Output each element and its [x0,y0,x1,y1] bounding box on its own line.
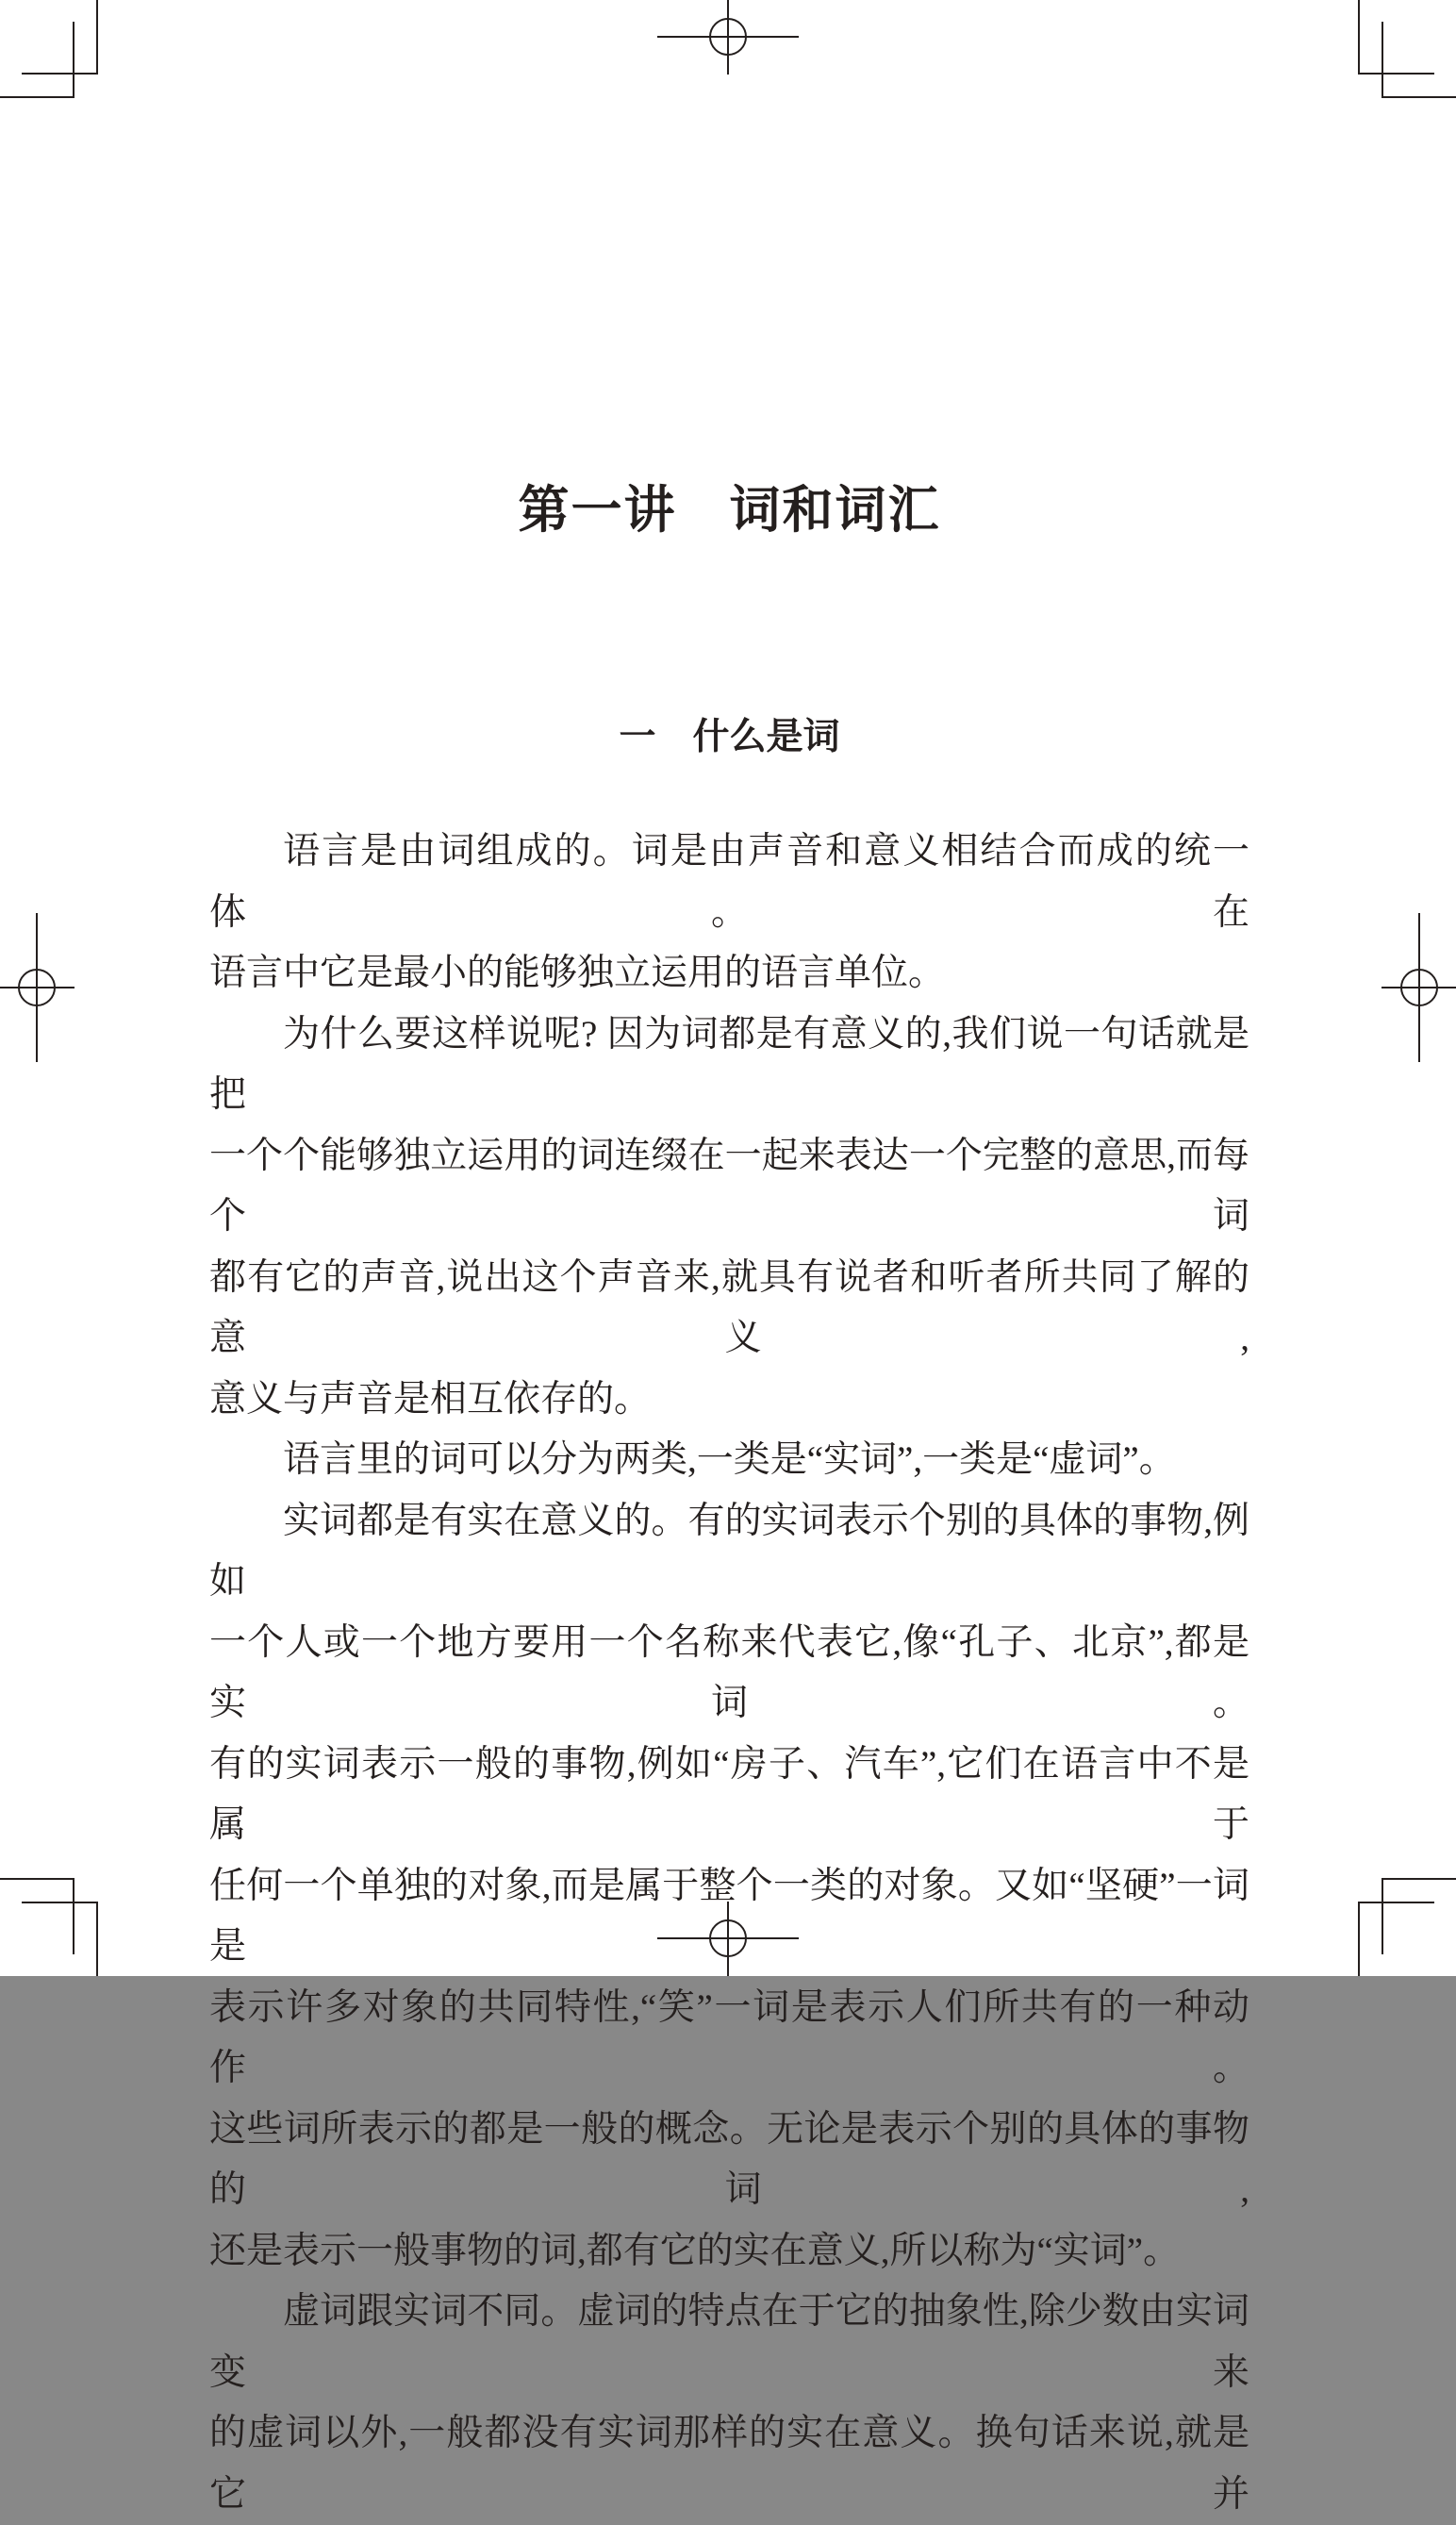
crop-mark-line [1382,96,1456,98]
text-line: 一个个能够独立运用的词连缀在一起来表达一个完整的意思,而每个词 [209,1135,1249,1237]
text-line: 实词都是有实在意义的。有的实词表示个别的具体的事物,例如 [209,1500,1249,1602]
text-line: 语言中它是最小的能够独立运用的语言单位。 [209,953,946,993]
crop-mark-line [22,73,98,75]
crop-mark-line [1382,22,1383,98]
paragraph [209,822,1249,1005]
crop-mark-line [1382,1878,1456,1880]
text-line: 这些词所表示的都是一般的概念。无论是表示个别的具体的事物的词, [209,2108,1249,2210]
text-line: 有的实词表示一般的事物,例如“房子、汽车”,它们在语言中不是属于 [209,1743,1249,1845]
registration-cross-line [727,0,729,75]
text-line: 虚词跟实词不同。虚词的特点在于它的抽象性,除少数由实词变来 [209,2291,1249,2393]
text-line: 都有它的声音,说出这个声音来,就具有说者和听者所共同了解的意义, [209,1256,1249,1358]
text-line: 表示许多对象的共同特性,“笑”一词是表示人们所共有的一种动作。 [209,1986,1249,2088]
text-line: 一个人或一个地方要用一个名称来代表它,像“孔子、北京”,都是实词。 [209,1621,1249,1723]
crop-mark-line [1382,1878,1383,1954]
paragraph [209,1005,1249,1431]
text-line: 还是表示一般事物的词,都有它的实在意义,所以称为“实词”。 [209,2230,1181,2271]
body-text [209,822,1249,2525]
crop-mark-line [1358,0,1360,74]
crop-mark-line [73,1878,74,1954]
text-line: 任何一个单独的对象,而是属于整个一类的对象。又如“坚硬”一词是 [209,1865,1249,1967]
crop-mark-line [1358,1902,1434,1903]
paragraph [209,2282,1249,2525]
text-line: 意义与声音是相互依存的。 [209,1378,652,1420]
registration-cross-line [36,913,38,1062]
crop-mark-line [96,0,98,74]
registration-cross-line [1418,913,1420,1062]
paragraph [209,1491,1249,2283]
text-line: 语言里的词可以分为两类,一类是“实词”,一类是“虚词”。 [283,1439,1176,1480]
text-line: 的虚词以外,一般都没有实词那样的实在意义。换句话来说,就是它并 [209,2413,1249,2515]
crop-mark-line [0,96,74,98]
text-line: 语言是由词组成的。词是由声音和意义相结合而成的统一体。在 [209,831,1249,933]
chapter-title: 第一讲 词和词汇 [518,482,941,539]
crop-mark-line [73,22,74,98]
crop-mark-line [1358,73,1434,75]
crop-mark-line [1358,1902,1360,1976]
crop-mark-line [22,1902,98,1903]
section-heading: 一 什么是词 [619,717,840,757]
text-line: 为什么要这样说呢? 因为词都是有意义的,我们说一句话就是把 [209,1013,1249,1115]
crop-mark-line [96,1902,98,1976]
paragraph [209,1430,1249,1491]
crop-mark-line [0,1878,74,1880]
